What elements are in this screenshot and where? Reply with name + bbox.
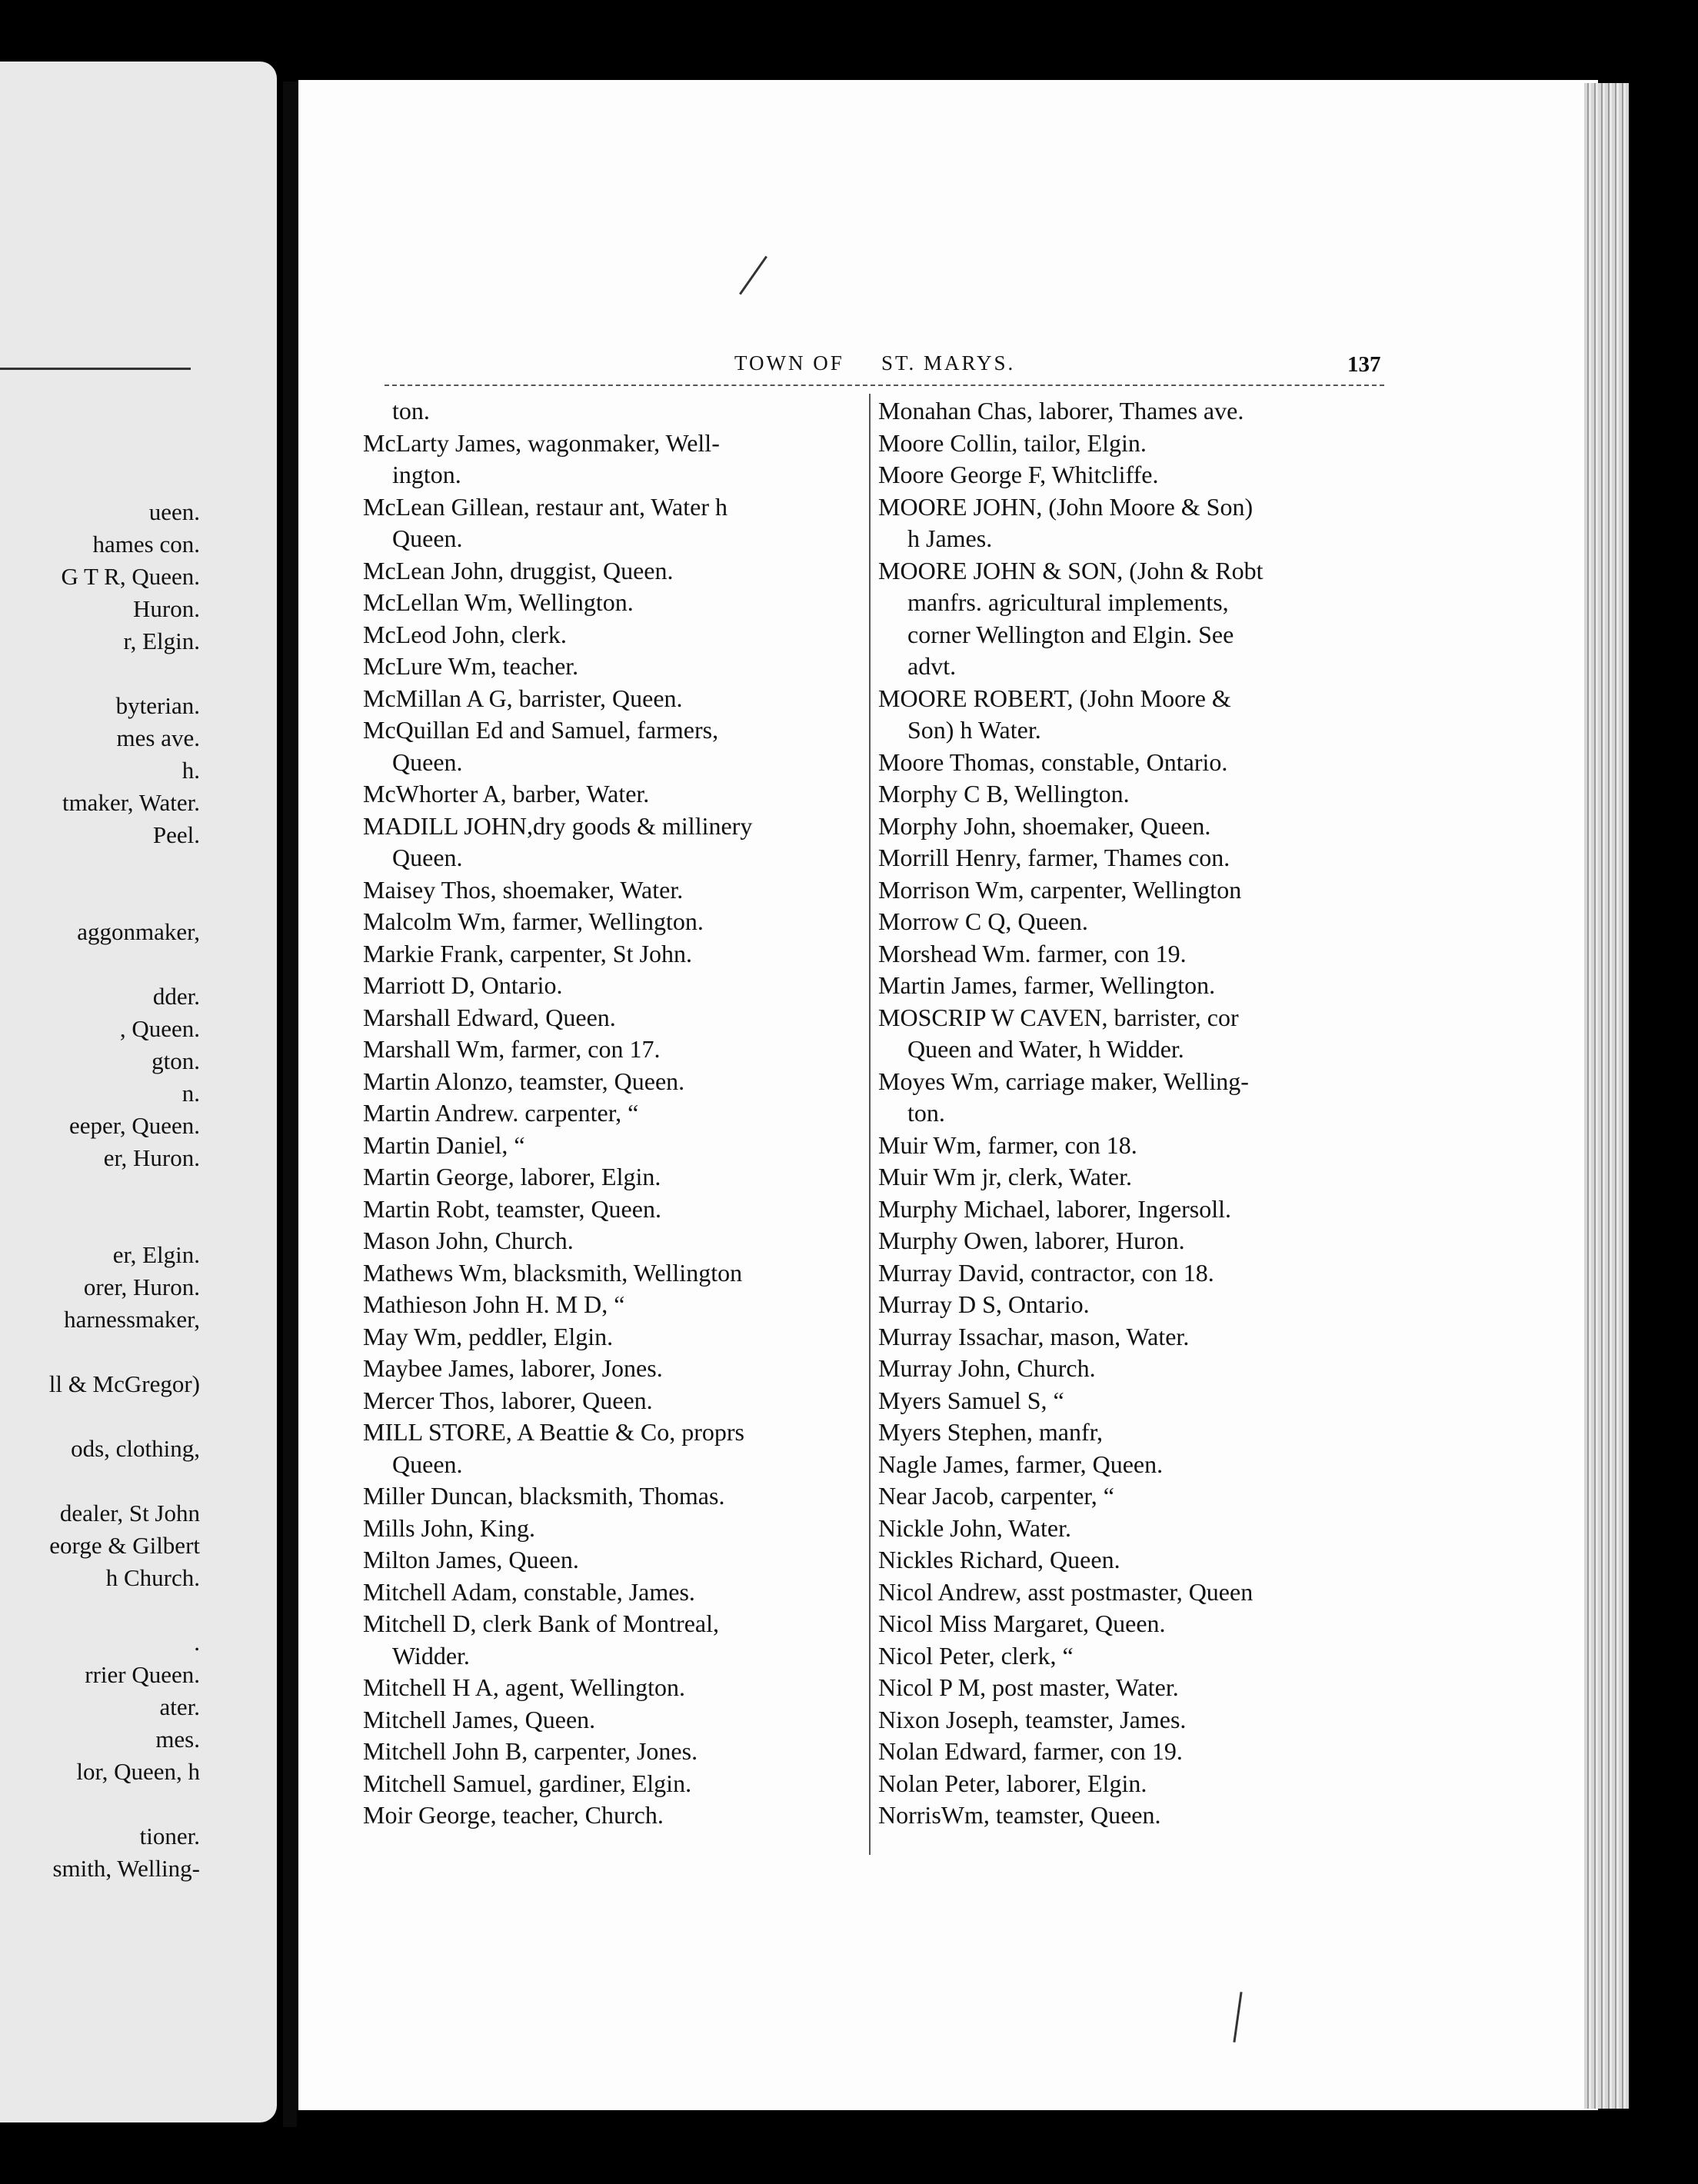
directory-entry: Nixon Joseph, teamster, James. (878, 1705, 1187, 1733)
facing-page-line: G T R, Queen. (61, 563, 200, 590)
directory-entry: Queen. (392, 524, 463, 552)
directory-entry: Muir Wm, farmer, con 18. (878, 1130, 1137, 1159)
facing-page-line: hames con. (92, 531, 200, 558)
directory-entry: Markie Frank, carpenter, St John. (363, 939, 692, 967)
facing-page-line: byterian. (115, 692, 200, 719)
directory-entry: Queen. (392, 747, 463, 776)
directory-entry: McLean Gillean, restaur ant, Water h (363, 492, 727, 521)
directory-entry: manfrs. agricultural implements, (907, 588, 1229, 616)
directory-entry: Mills John, King. (363, 1513, 536, 1542)
directory-entry: Mathieson John H. M D, “ (363, 1290, 625, 1318)
directory-entry: Son) h Water. (907, 716, 1041, 744)
facing-page-line: n. (181, 1080, 200, 1107)
directory-entry: Nicol P M, post master, Water. (878, 1673, 1179, 1701)
directory-entry: Nagle James, farmer, Queen. (878, 1450, 1164, 1478)
directory-entry: Myers Samuel S, “ (878, 1386, 1064, 1414)
directory-entry: Marshall Edward, Queen. (363, 1003, 616, 1031)
facing-page-line: ater. (159, 1693, 200, 1720)
facing-page-line: h Church. (105, 1564, 200, 1591)
directory-entry: Queen and Water, h Widder. (907, 1035, 1184, 1063)
directory-entry: h James. (907, 524, 993, 552)
facing-page-line: ll & McGregor) (48, 1370, 200, 1397)
facing-page-line (0, 658, 200, 690)
facing-page-line: Huron. (133, 595, 200, 622)
directory-entry: Murray D S, Ontario. (878, 1290, 1090, 1318)
directory-entry: McLure Wm, teacher. (363, 652, 579, 680)
directory-entry: MOORE ROBERT, (John Moore & (878, 684, 1231, 712)
directory-entry: Moyes Wm, carriage maker, Welling- (878, 1067, 1249, 1095)
facing-page-line: tmaker, Water. (62, 789, 200, 816)
directory-entry: Queen. (392, 844, 463, 871)
directory-entry: Nicol Miss Margaret, Queen. (878, 1610, 1166, 1637)
facing-page-line: , Queen. (119, 1015, 200, 1042)
directory-entry: NorrisWm, teamster, Queen. (878, 1801, 1161, 1829)
directory-entry: Marshall Wm, farmer, con 17. (363, 1035, 661, 1063)
directory-entry: McLarty James, wagonmaker, Well- (363, 428, 720, 457)
facing-page-line: smith, Welling- (52, 1855, 200, 1882)
facing-page-line (0, 1174, 200, 1207)
directory-entry: Mitchell H A, agent, Wellington. (363, 1673, 685, 1701)
facing-page-line: ods, clothing, (71, 1435, 200, 1462)
directory-entry: Miller Duncan, blacksmith, Thomas. (363, 1482, 725, 1510)
directory-entry: Moir George, teacher, Church. (363, 1801, 664, 1829)
directory-entry: Murray Issachar, mason, Water. (878, 1322, 1190, 1350)
header-title-left: TOWN OF (734, 351, 844, 375)
directory-entry: Monahan Chas, laborer, Thames ave. (878, 397, 1244, 424)
directory-entry: Martin Daniel, “ (363, 1130, 525, 1159)
directory-entry: Maisey Thos, shoemaker, Water. (363, 875, 684, 904)
directory-entry: Malcolm Wm, farmer, Wellington. (363, 907, 704, 935)
facing-page-line (0, 1207, 200, 1239)
directory-entry: Milton James, Queen. (363, 1546, 579, 1573)
directory-entry: Murray John, Church. (878, 1354, 1096, 1382)
directory-entry: Nolan Peter, laborer, Elgin. (878, 1769, 1147, 1797)
directory-entry: MILL STORE, A Beattie & Co, proprs (363, 1418, 744, 1446)
facing-page (0, 62, 277, 2122)
directory-entry: McLeod John, clerk. (363, 620, 567, 648)
column-divider (869, 394, 871, 1855)
directory-entry: Mitchell James, Queen. (363, 1705, 596, 1733)
facing-page-line (0, 884, 200, 916)
directory-entry: MADILL JOHN,dry goods & millinery (363, 811, 753, 840)
directory-column-left (363, 395, 855, 1832)
facing-page-text (0, 496, 200, 1885)
directory-entry: MOORE JOHN, (John Moore & Son) (878, 492, 1254, 521)
directory-entry: Nicol Peter, clerk, “ (878, 1641, 1074, 1670)
directory-entry: Moore Thomas, constable, Ontario. (878, 747, 1228, 776)
directory-entry: Nickles Richard, Queen. (878, 1546, 1120, 1573)
facing-page-line: gton. (151, 1047, 200, 1074)
facing-page-line (0, 948, 200, 980)
directory-entry: Morshead Wm. farmer, con 19. (878, 939, 1187, 967)
directory-entry: McQuillan Ed and Samuel, farmers, (363, 716, 719, 744)
directory-entry: ton. (392, 397, 430, 424)
directory-entry: Morrison Wm, carpenter, Wellington (878, 875, 1242, 904)
directory-entry: Muir Wm jr, clerk, Water. (878, 1163, 1132, 1190)
facing-page-line: dder. (152, 983, 200, 1010)
facing-page-line (0, 851, 200, 884)
facing-page-line: harnessmaker, (64, 1306, 200, 1333)
facing-page-line: lor, Queen, h (76, 1758, 200, 1785)
facing-page-line (0, 1465, 200, 1497)
facing-page-line: mes ave. (116, 724, 200, 751)
directory-entry: ington. (392, 461, 461, 488)
directory-entry: Maybee James, laborer, Jones. (363, 1354, 663, 1382)
directory-entry: Martin Alonzo, teamster, Queen. (363, 1067, 685, 1095)
facing-page-line: rrier Queen. (85, 1661, 200, 1688)
directory-entry: ton. (907, 1099, 945, 1127)
directory-entry: Morrow C Q, Queen. (878, 907, 1088, 935)
book-gutter (283, 82, 297, 2127)
facing-page-line: ueen. (148, 498, 200, 525)
directory-entry: Nolan Edward, farmer, con 19. (878, 1737, 1183, 1765)
directory-entry: McWhorter A, barber, Water. (363, 780, 650, 807)
directory-column-right (878, 395, 1401, 1832)
directory-entry: Moore Collin, tailor, Elgin. (878, 428, 1147, 457)
directory-entry: Mitchell D, clerk Bank of Montreal, (363, 1610, 719, 1637)
facing-page-line: mes. (155, 1726, 200, 1753)
directory-entry: Murray David, contractor, con 18. (878, 1258, 1214, 1287)
facing-page-line: h. (181, 757, 200, 784)
directory-entry: Mitchell John B, carpenter, Jones. (363, 1737, 698, 1765)
directory-entry: Murphy Michael, laborer, Ingersoll. (878, 1194, 1232, 1223)
directory-entry: Marriott D, Ontario. (363, 971, 563, 999)
directory-entry: Queen. (392, 1450, 463, 1478)
header-title-right: ST. MARYS. (881, 351, 1016, 375)
directory-entry: Moore George F, Whitcliffe. (878, 461, 1159, 488)
facing-page-rule (0, 368, 191, 370)
directory-entry: McLellan Wm, Wellington. (363, 588, 634, 616)
facing-page-line: r, Elgin. (123, 628, 200, 654)
facing-page-line: . (194, 1629, 200, 1656)
directory-entry: Widder. (392, 1641, 470, 1670)
directory-entry: Nicol Andrew, asst postmaster, Queen (878, 1577, 1254, 1606)
facing-page-line (0, 1594, 200, 1626)
facing-page-line (0, 1400, 200, 1433)
directory-entry: McMillan A G, barrister, Queen. (363, 684, 683, 712)
directory-entry: Murphy Owen, laborer, Huron. (878, 1227, 1185, 1254)
directory-entry: corner Wellington and Elgin. See (907, 620, 1234, 648)
facing-page-line: er, Elgin. (112, 1241, 200, 1268)
directory-entry: Martin James, farmer, Wellington. (878, 971, 1216, 999)
directory-entry: Mercer Thos, laborer, Queen. (363, 1386, 653, 1414)
directory-entry: Mason John, Church. (363, 1227, 574, 1254)
facing-page-line: Peel. (152, 821, 200, 848)
facing-page-line: orer, Huron. (83, 1273, 200, 1300)
directory-entry: Mitchell Adam, constable, James. (363, 1577, 695, 1606)
facing-page-line (0, 1788, 200, 1820)
directory-entry: May Wm, peddler, Elgin. (363, 1322, 614, 1350)
header-rule (385, 385, 1384, 388)
directory-entry: Martin Robt, teamster, Queen. (363, 1194, 661, 1223)
facing-page-line: dealer, St John (59, 1500, 200, 1526)
facing-page-line (0, 1336, 200, 1368)
directory-entry: Mathews Wm, blacksmith, Wellington (363, 1258, 743, 1287)
directory-entry: Morrill Henry, farmer, Thames con. (878, 844, 1230, 871)
facing-page-line: er, Huron. (103, 1144, 200, 1171)
directory-entry: Mitchell Samuel, gardiner, Elgin. (363, 1769, 692, 1797)
facing-page-line: eorge & Gilbert (49, 1532, 200, 1559)
directory-entry: Near Jacob, carpenter, “ (878, 1482, 1114, 1510)
page-edges (1584, 83, 1629, 2109)
directory-entry: Morphy C B, Wellington. (878, 780, 1130, 807)
directory-entry: McLean John, druggist, Queen. (363, 556, 674, 584)
facing-page-line: eeper, Queen. (68, 1112, 200, 1139)
facing-page-line: aggonmaker, (77, 918, 200, 945)
directory-entry: Myers Stephen, manfr, (878, 1418, 1103, 1446)
page-number: 137 (1347, 352, 1381, 377)
directory-entry: Martin George, laborer, Elgin. (363, 1163, 661, 1190)
directory-entry: MOSCRIP W CAVEN, barrister, cor (878, 1003, 1239, 1031)
directory-entry: Morphy John, shoemaker, Queen. (878, 811, 1211, 840)
directory-entry: MOORE JOHN & SON, (John & Robt (878, 556, 1264, 584)
facing-page-line: tioner. (139, 1823, 200, 1849)
directory-entry: Nickle John, Water. (878, 1513, 1071, 1542)
directory-entry: Martin Andrew. carpenter, “ (363, 1099, 639, 1127)
directory-entry: advt. (907, 652, 957, 680)
